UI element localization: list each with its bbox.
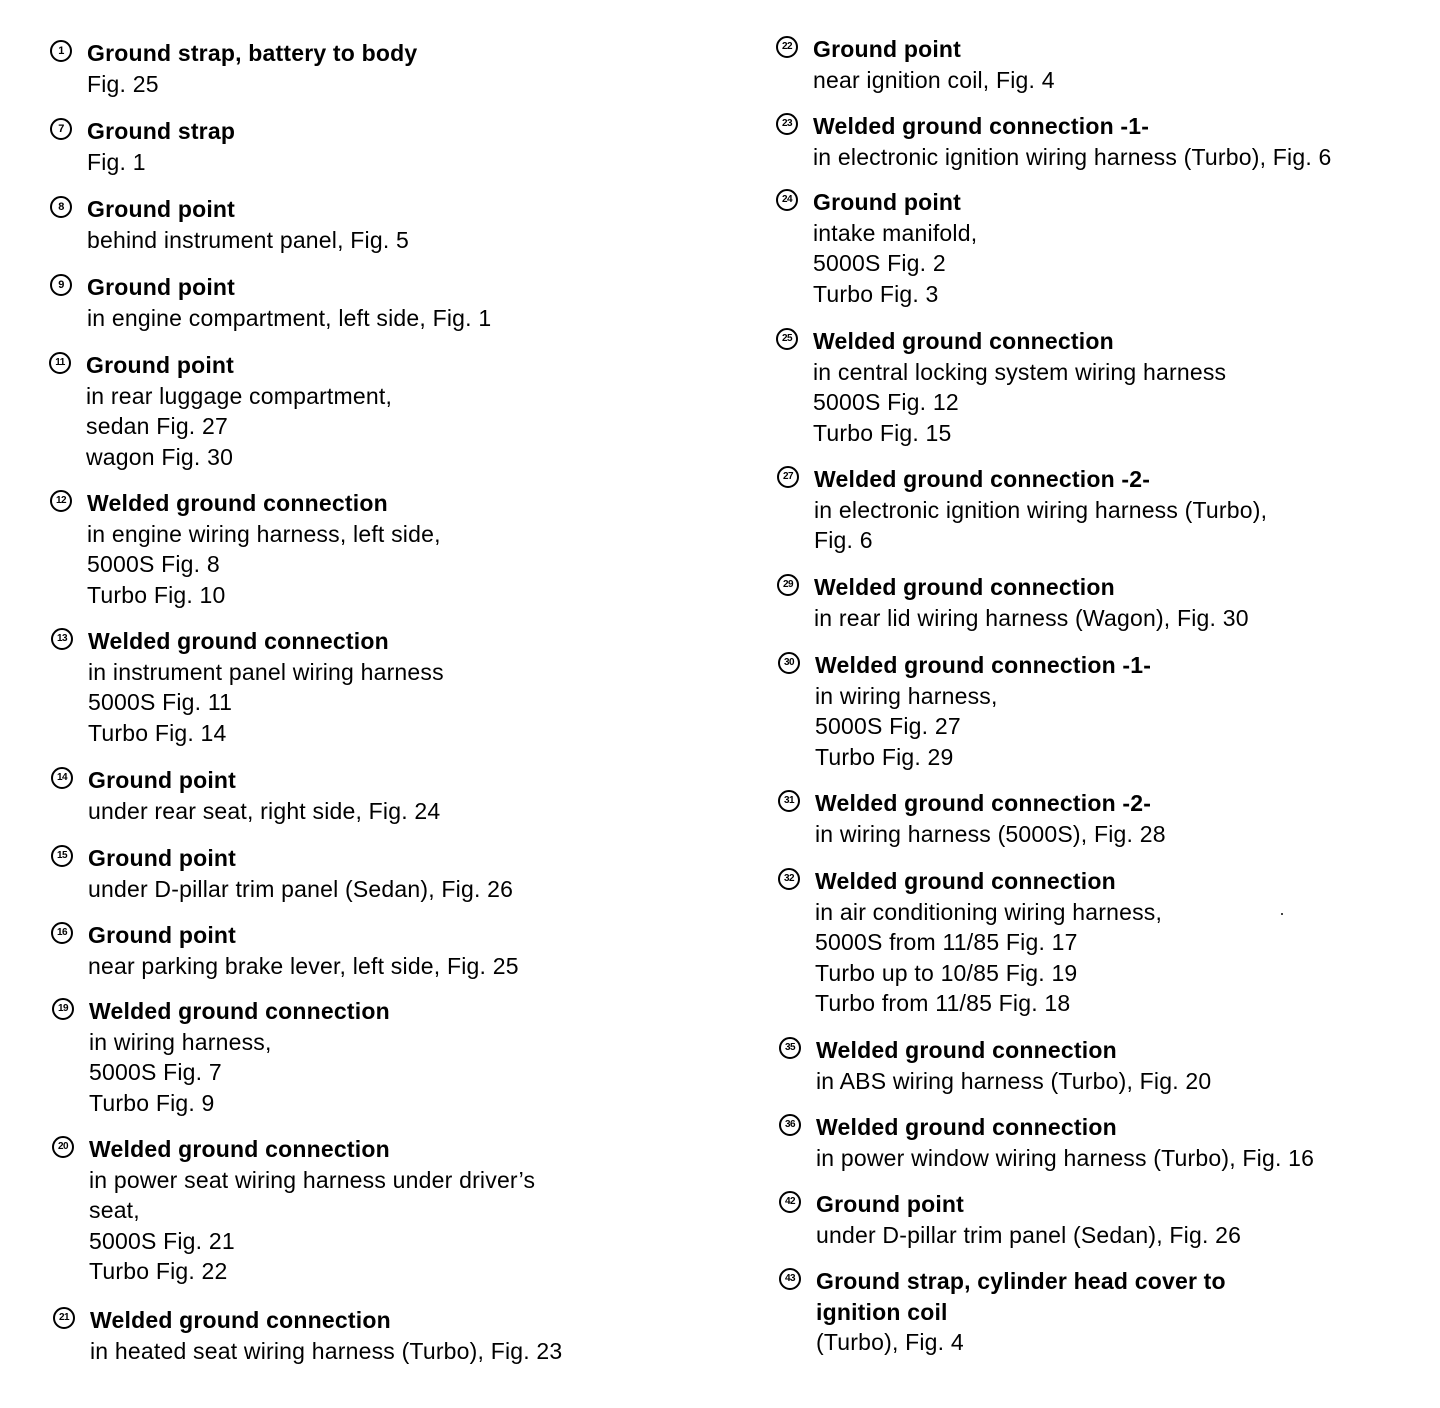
entry-title: Ground point (88, 845, 237, 871)
entry-detail-line: 5000S Fig. 27 (815, 713, 961, 739)
entry-detail-line: 5000S Fig. 7 (89, 1059, 222, 1085)
entry-detail-line: Turbo Fig. 9 (89, 1089, 215, 1116)
entry-title: Ground point (88, 767, 237, 793)
entry-number-badge: 20 (52, 1136, 74, 1158)
entry-text (813, 111, 1433, 172)
entry-detail-line: in central locking system wiring harness (813, 358, 1227, 385)
entry-title: Ground point (87, 196, 236, 222)
entry-number-badge: 36 (779, 1114, 801, 1136)
entry-detail-line: 5000S Fig. 11 (88, 689, 233, 715)
entry-detail-line: 5000S Fig. 2 (813, 250, 946, 276)
entry-title: Welded ground connection (816, 1037, 1117, 1063)
entry-title: Welded ground connection (89, 998, 390, 1024)
entry-title: Welded ground connection (814, 574, 1115, 600)
entry-detail-line: in power window wiring harness (Turbo), Fig. 16 (816, 1144, 1315, 1171)
entry-detail-line: in ABS wiring harness (Turbo), Fig. 20 (816, 1067, 1212, 1094)
entry-detail-line: in wiring harness, (89, 1028, 272, 1055)
entry-detail-line: near parking brake lever, left side, Fig. 25 (88, 952, 519, 979)
entry-title: Ground strap, cylinder head cover to (816, 1268, 1226, 1294)
entry-detail-line: Fig. 1 (87, 148, 146, 175)
entry-detail-line: Turbo Fig. 22 (89, 1258, 228, 1284)
entry-detail-line: in air conditioning wiring harness, (815, 898, 1163, 925)
entry-detail-line: in engine wiring harness, left side, (87, 520, 441, 547)
entry-detail-line: in heated seat wiring harness (Turbo), Fig. 23 (90, 1337, 563, 1364)
entry-number-badge: 42 (779, 1191, 801, 1213)
entry-title: Welded ground connection -2- (815, 790, 1152, 816)
entry-title: Welded ground connection -1- (815, 652, 1152, 678)
entry-detail-line: under rear seat, right side, Fig. 24 (88, 797, 441, 824)
entry-text (816, 1035, 1436, 1096)
entry-number-badge: 21 (53, 1307, 75, 1329)
entry-detail-line: in electronic ignition wiring harness (Turbo), Fig. 6 (813, 143, 1332, 170)
entry-number-badge: 25 (776, 328, 798, 350)
entry-detail-line: 5000S Fig. 21 (89, 1227, 235, 1254)
entry-detail-line: near ignition coil, Fig. 4 (813, 66, 1055, 93)
entry-detail-line: sedan Fig. 27 (86, 413, 228, 439)
entry-detail-line: Turbo Fig. 14 (88, 719, 227, 746)
entry-title: Ground point (88, 922, 237, 948)
entry-detail-line: Turbo Fig. 3 (813, 280, 939, 307)
entry-number-badge: 13 (51, 628, 73, 650)
entry-title: Ground point (87, 274, 236, 300)
entry-title: Ground strap, battery to body (87, 40, 418, 66)
entry-number-badge: 27 (777, 466, 799, 488)
entry-number-badge: 22 (776, 36, 798, 58)
entry-title: Welded ground connection -1- (813, 113, 1150, 139)
entry-detail-line: wagon Fig. 30 (86, 443, 234, 470)
entry-title: Ground point (813, 189, 962, 215)
entry-detail-line: in electronic ignition wiring harness (Turbo), (814, 496, 1268, 523)
entry-text (815, 650, 1435, 772)
entry-text (813, 326, 1433, 448)
entry-number-badge: 32 (778, 868, 800, 890)
entry-detail-line: in rear luggage compartment, (86, 382, 393, 409)
entry-detail-line: in instrument panel wiring harness (88, 658, 444, 685)
entry-text (813, 34, 1433, 95)
entry-number-badge: 15 (51, 845, 73, 867)
entry-detail-line: Turbo Fig. 15 (813, 419, 952, 446)
entry-number-badge: 7 (50, 118, 72, 140)
entry-number-badge: 1 (50, 40, 72, 62)
entry-number-badge: 12 (50, 490, 72, 512)
entry-number-badge: 43 (779, 1268, 801, 1290)
entry-detail-line: 5000S from 11/85 Fig. 17 (815, 929, 1078, 955)
entry-detail-line: intake manifold, (813, 219, 978, 246)
entry-detail-line: Fig. 6 (814, 527, 873, 553)
entry-detail-line: 5000S Fig. 12 (813, 389, 959, 415)
entry-title-continued: ignition coil (816, 1298, 948, 1325)
entry-number-badge: 29 (777, 574, 799, 596)
entry-title: Welded ground connection (89, 1136, 390, 1162)
entry-detail-line: in engine compartment, left side, Fig. 1 (87, 304, 492, 331)
entry-detail-line: Turbo Fig. 10 (87, 581, 226, 608)
entry-title: Welded ground connection (816, 1114, 1117, 1140)
entry-title: Welded ground connection (90, 1307, 391, 1333)
entry-title: Ground point (813, 36, 962, 62)
entry-text (815, 788, 1435, 849)
entry-number-badge: 8 (50, 196, 72, 218)
entry-title: Welded ground connection -2- (814, 466, 1151, 492)
entry-number-badge: 14 (51, 767, 73, 789)
entry-title: Welded ground connection (88, 628, 389, 654)
entry-number-badge: 9 (50, 274, 72, 296)
entry-text (813, 187, 1433, 309)
entry-number-badge: 16 (51, 922, 73, 944)
entry-number-badge: 11 (49, 352, 71, 374)
entry-text (814, 572, 1434, 633)
entry-detail-line: Turbo up to 10/85 Fig. 19 (815, 959, 1078, 986)
entry-detail-line: under D-pillar trim panel (Sedan), Fig. 26 (88, 875, 514, 902)
entry-detail-line: under D-pillar trim panel (Sedan), Fig. 26 (816, 1221, 1242, 1248)
entry-detail-line: (Turbo), Fig. 4 (816, 1329, 964, 1355)
entry-title: Ground point (816, 1191, 965, 1217)
entry-title: Ground point (86, 352, 235, 378)
entry-detail-line: in rear lid wiring harness (Wagon), Fig. 30 (814, 604, 1249, 631)
entry-number-badge: 24 (776, 189, 798, 211)
entry-title: Ground strap (87, 118, 236, 144)
entry-title: Welded ground connection (815, 868, 1116, 894)
entry-number-badge: 35 (779, 1037, 801, 1059)
entry-detail-line: in wiring harness (5000S), Fig. 28 (815, 820, 1166, 847)
entry-text (814, 464, 1434, 556)
entry-detail-line: in wiring harness, (815, 682, 998, 709)
entry-number-badge: 31 (778, 790, 800, 812)
entry-detail-line: Fig. 25 (87, 70, 159, 97)
entry-number-badge: 19 (52, 998, 74, 1020)
entry-detail-line: in power seat wiring harness under driver’s (89, 1166, 536, 1193)
entry-detail-line: Turbo from 11/85 Fig. 18 (815, 990, 1071, 1016)
scan-speck (1281, 913, 1283, 915)
entry-text (816, 1112, 1436, 1173)
entry-text (816, 1266, 1436, 1358)
entry-title: Welded ground connection (813, 328, 1114, 354)
entry-number-badge: 23 (776, 113, 798, 135)
entry-text (816, 1189, 1436, 1250)
entry-number-badge: 30 (778, 652, 800, 674)
entry-detail-line: seat, (89, 1197, 140, 1223)
entry-detail-line: 5000S Fig. 8 (87, 551, 220, 577)
entry-title: Welded ground connection (87, 490, 388, 516)
entry-detail-line: Turbo Fig. 29 (815, 743, 954, 770)
entry-text (815, 866, 1435, 1019)
entry-detail-line: behind instrument panel, Fig. 5 (87, 226, 410, 253)
